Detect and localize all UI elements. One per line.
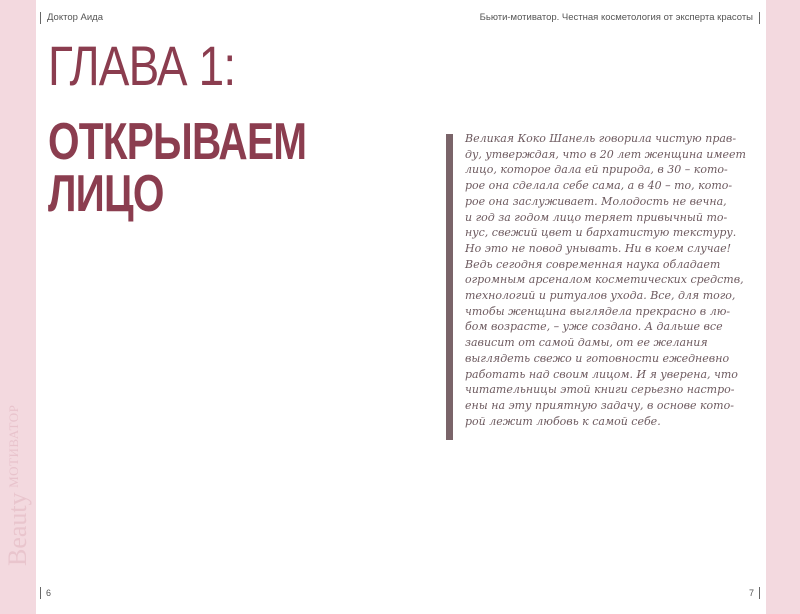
logo-motivator-word: МОТИВАТОР (6, 404, 21, 488)
right-margin-strip (766, 0, 800, 614)
quote-line: чтобы женщина выглядела прекрасно в лю- (465, 304, 731, 318)
quote-bar (446, 134, 453, 440)
chapter-title-line-2: ЛИЦО (48, 165, 164, 223)
page-number-left: 6 (40, 587, 51, 599)
quote-line: огромным арсеналом косметических средств, (465, 273, 744, 287)
quote-line: работать над своим лицом. И я уверена, что (465, 367, 738, 381)
chapter-title-line-1: ОТКРЫВАЕМ (48, 113, 307, 171)
quote-text (465, 131, 755, 429)
quote-line: ду, утверждая, что в 20 лет женщина имеет (465, 147, 746, 161)
running-head-author: Доктор Аида (40, 12, 103, 24)
running-head-book-title: Бьюти-мотиватор. Честная косметология от эксперта красоты (480, 12, 760, 24)
chapter-label: ГЛАВА 1: (48, 34, 236, 97)
quote-line: бом возрасте, – уже создано. А дальше все (465, 320, 723, 334)
quote-line: ены на эту приятную задачу, в основе кото- (465, 398, 734, 412)
quote-line: рое она сделала себе сама, а в 40 – то, кото- (465, 179, 733, 193)
beauty-motivator-logo (3, 405, 33, 566)
quote-line: Великая Коко Шанель говорила чистую прав- (465, 132, 737, 145)
chapter-title (48, 113, 307, 223)
quote-line: технологий и ритуалов ухода. Все, для того, (465, 289, 736, 303)
logo-beauty-word: Beauty (3, 492, 32, 566)
quote-line: рой лежит любовь к самой себе. (465, 414, 661, 428)
page-number-right: 7 (749, 587, 760, 599)
quote-line: лицо, которое дала ей природа, в 30 – кото- (465, 163, 728, 177)
quote-line: нус, свежий цвет и бархатистую текстуру. (465, 226, 737, 240)
quote-line: выглядеть свежо и готовности ежедневно (465, 351, 730, 365)
quote-line: зависит от самой дамы, от ее желания (465, 336, 708, 350)
quote-line: Но это не повод унывать. Ни в коем случае! (465, 241, 732, 255)
quote-line: Ведь сегодня современная наука обладает (465, 257, 721, 271)
quote-line: рое она заслуживает. Молодость не вечна, (465, 194, 727, 208)
quote-line: и год за годом лицо теряет привычный то- (465, 210, 728, 224)
quote-line: читательницы этой книги серьезно настро- (465, 383, 735, 397)
